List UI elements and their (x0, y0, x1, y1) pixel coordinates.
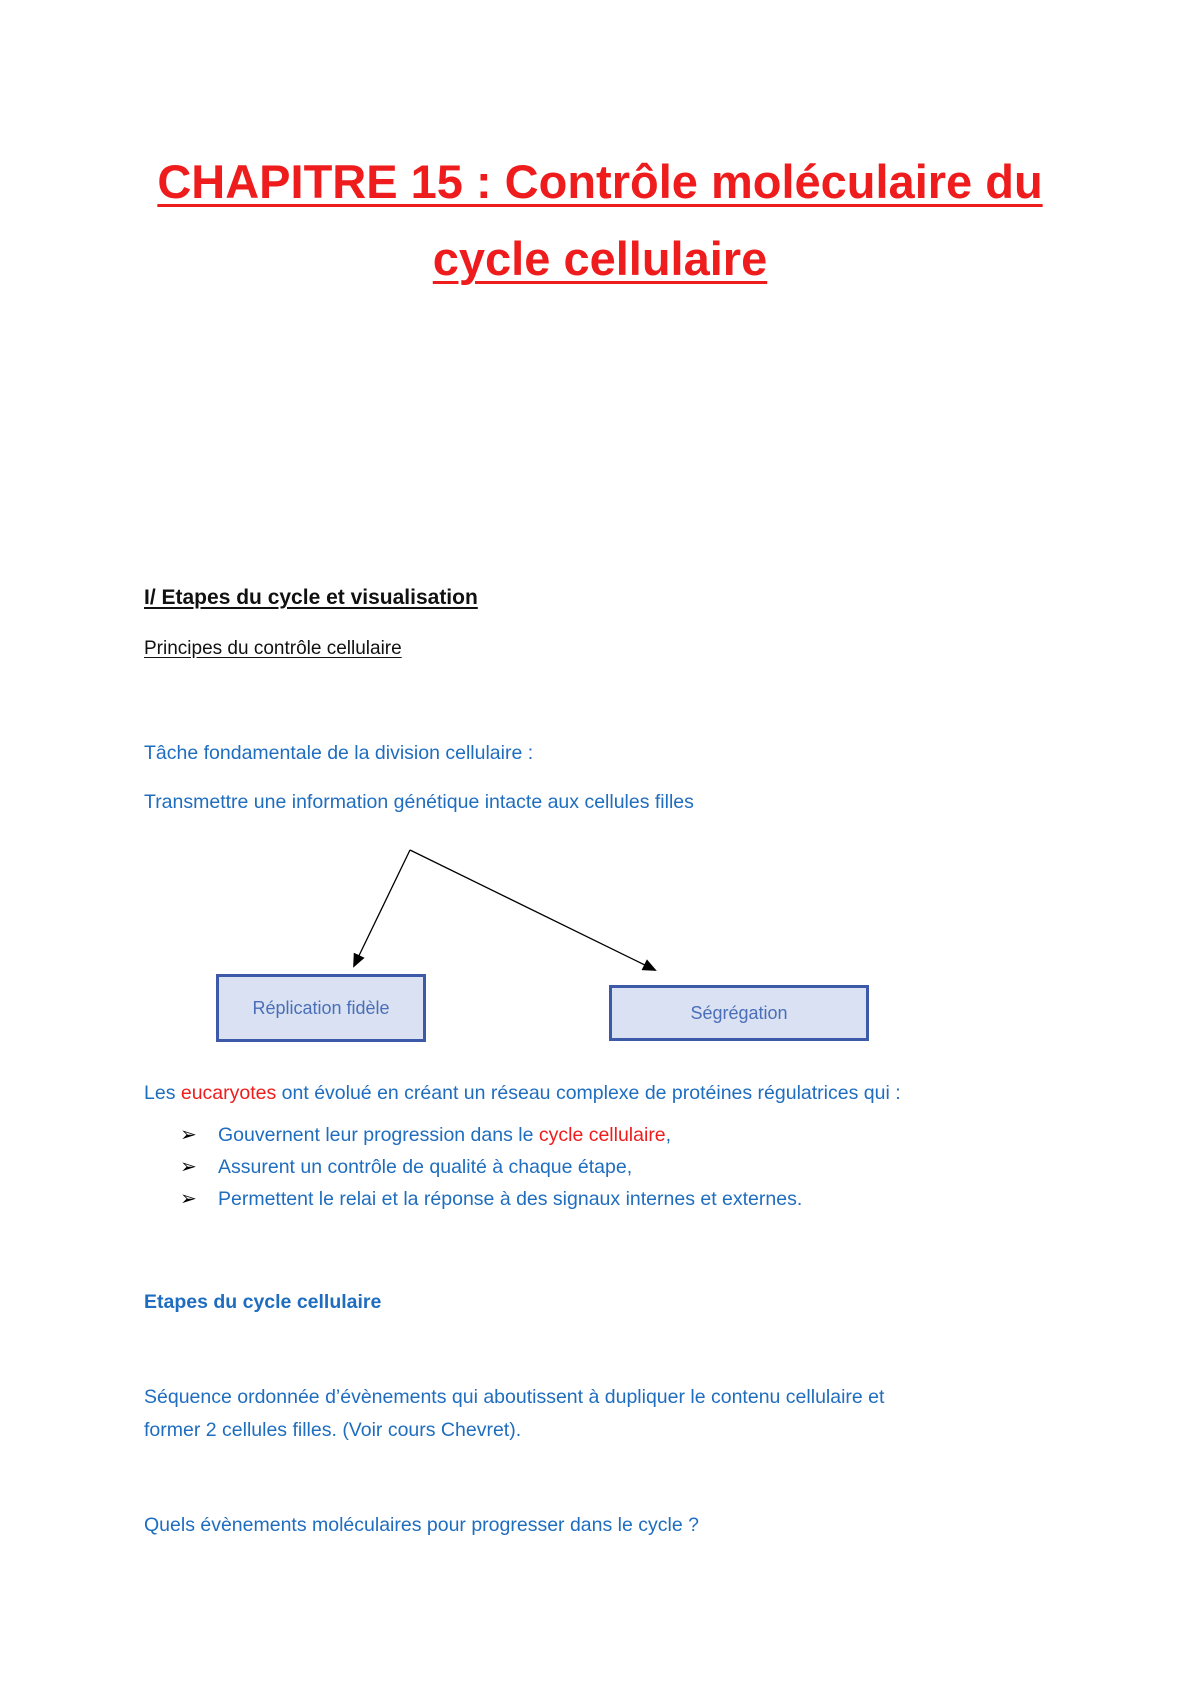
question-text: Quels évènements moléculaires pour progresser dans le cycle ? (144, 1514, 699, 1536)
arrowhead-bullet-icon: ➢ (180, 1124, 197, 1146)
task-label: Tâche fondamentale de la division cellulaire : (144, 742, 534, 764)
segregation-box (609, 985, 869, 1041)
replication-box-label: Réplication fidèle (252, 997, 390, 1018)
arrow-icon (410, 850, 655, 970)
list-item (178, 1151, 802, 1183)
sequence-line-2: former 2 cellules filles. (Voir cours Chevret). (144, 1419, 522, 1441)
sub-heading: Principes du contrôle cellulaire (144, 638, 402, 659)
bullet-1-after: , (665, 1124, 672, 1146)
replication-box (216, 974, 426, 1042)
sequence-line-1: Séquence ordonnée d’évènements qui aboutissent à dupliquer le contenu cellulaire et (144, 1386, 885, 1408)
task-text: Transmettre une information génétique intacte aux cellules filles (144, 791, 694, 813)
arrow-icon (354, 850, 410, 966)
chapter-title-line-1: CHAPITRE 15 : Contrôle moléculaire du (157, 155, 1043, 208)
chapter-title-line-2: cycle cellulaire (432, 232, 768, 285)
regulation-bullet-list (178, 1119, 802, 1215)
eukaryotes-suffix: ont évolué en créant un réseau complexe de protéines régulatrices qui : (276, 1082, 901, 1104)
arrowhead-bullet-icon: ➢ (180, 1156, 197, 1178)
bullet-1-before: Gouvernent leur progression dans le (218, 1124, 539, 1146)
segregation-box-label: Ségrégation (690, 1002, 788, 1023)
stages-heading: Etapes du cycle cellulaire (144, 1291, 382, 1313)
bullet-1-highlight: cycle cellulaire (538, 1124, 666, 1146)
bullet-3-text: Permettent le relai et la réponse à des signaux internes et externes. (218, 1188, 803, 1210)
eukaryotes-paragraph (144, 1082, 901, 1105)
eukaryotes-highlight: eucaryotes (180, 1082, 277, 1104)
list-item (178, 1183, 802, 1215)
list-item (178, 1119, 802, 1151)
eukaryotes-prefix: Les (144, 1082, 181, 1104)
section-heading: I/ Etapes du cycle et visualisation (144, 586, 478, 609)
arrowhead-bullet-icon: ➢ (180, 1188, 197, 1210)
bullet-2-text: Assurent un contrôle de qualité à chaque étape, (218, 1156, 633, 1178)
